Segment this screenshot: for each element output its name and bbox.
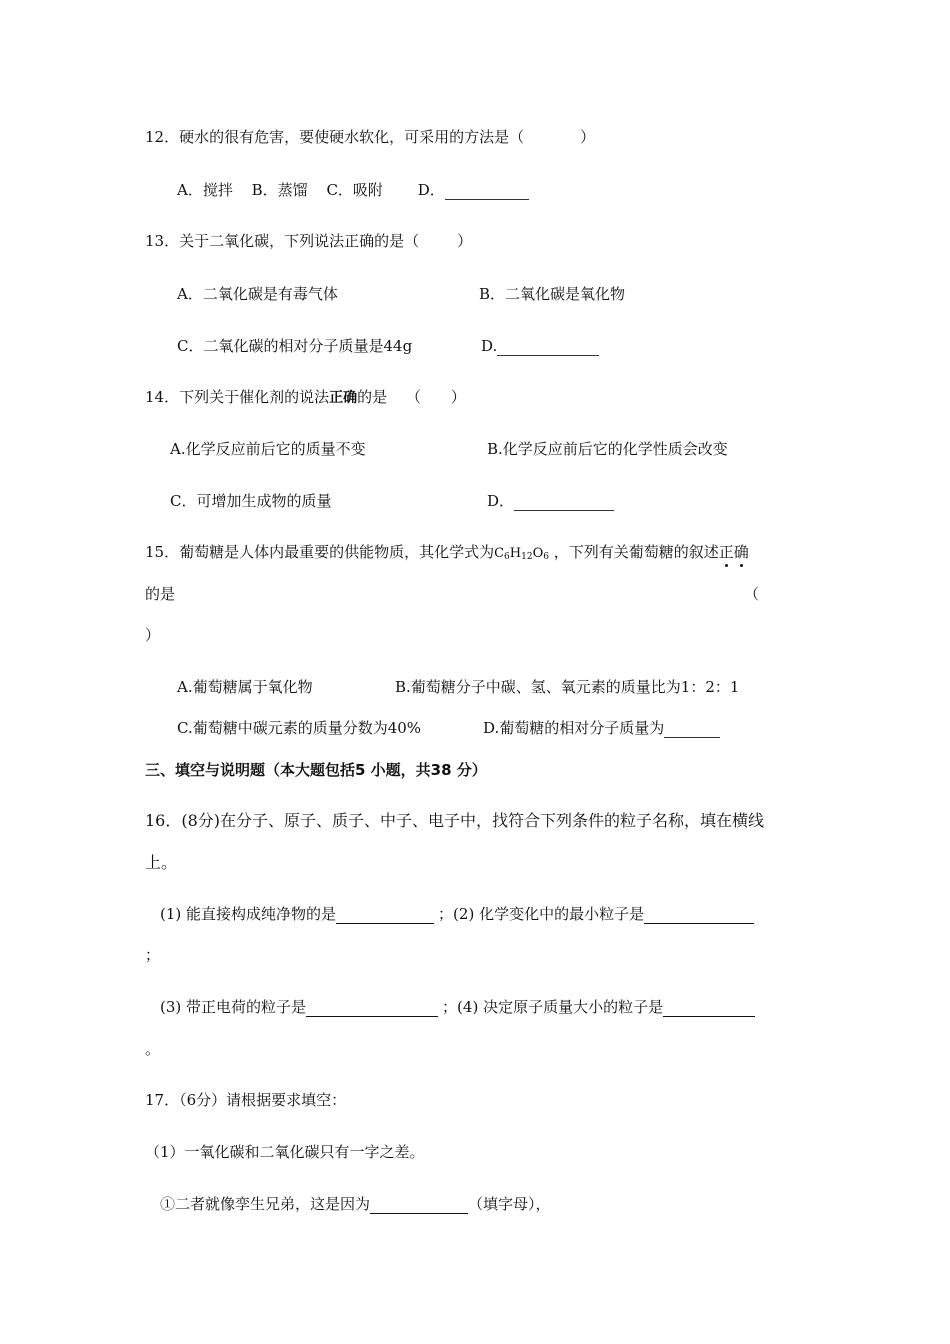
q16-stem-line1: 16．(8分)在分子、原子、质子、中子、电子中，找符合下列条件的粒子名称，填在横线 bbox=[145, 811, 765, 830]
q16-blank-2[interactable] bbox=[644, 907, 754, 924]
formula-o: O bbox=[532, 546, 544, 561]
formula-h: H bbox=[509, 546, 522, 561]
q15-stem bbox=[145, 542, 749, 567]
q14-option-c: C．可增加生成物的质量 bbox=[170, 492, 332, 510]
formula-c: C bbox=[494, 546, 505, 561]
q15-option-c: C.葡萄糖中碳元素的质量分数为40% bbox=[177, 719, 422, 737]
q14-stem-pre: 14．下列关于催化剂的说法 bbox=[145, 388, 330, 406]
q16-item-3: (3) 带正电荷的粒子是 bbox=[160, 998, 307, 1016]
q14-answer-blank[interactable] bbox=[514, 494, 614, 511]
q17-sub-1a-pre: ①二者就像孪生兄弟，这是因为 bbox=[160, 1195, 371, 1213]
q13-answer-blank[interactable] bbox=[497, 339, 599, 356]
q13-option-d: D. bbox=[481, 337, 498, 355]
q17-stem: 17．（6分）请根据要求填空： bbox=[145, 1091, 347, 1109]
q17-sub-1a bbox=[160, 1194, 551, 1214]
q14-option-d-row bbox=[487, 491, 614, 511]
formula-c-sub: 6 bbox=[504, 552, 510, 562]
q16-blank-1[interactable] bbox=[336, 907, 434, 924]
q13-stem bbox=[145, 231, 472, 251]
q15-option-b: B.葡萄糖分子中碳、氢、氧元素的质量比为1：2：1 bbox=[395, 678, 740, 696]
q15-stem-pre: 15．葡萄糖是人体内最重要的供能物质，其化学式为 bbox=[145, 543, 495, 561]
q15-paren-close: ） bbox=[145, 626, 161, 644]
q12-option-d: D． bbox=[417, 181, 445, 199]
q12-option-c: C．吸附 bbox=[326, 181, 383, 199]
q14-option-d: D． bbox=[487, 492, 515, 510]
q17-blank-1[interactable] bbox=[370, 1197, 468, 1214]
q12-stem-text: 12．硬水的很有危害，要使硬水软化，可采用的方法是（ bbox=[145, 128, 525, 146]
q15-emph-char-1 bbox=[719, 543, 734, 561]
emphasis-dot bbox=[725, 564, 728, 567]
q12-option-a: A．搅拌 bbox=[177, 181, 233, 199]
formula-o-sub: 6 bbox=[543, 552, 549, 562]
q16-item-4: (4) 决定原子质量大小的粒子是 bbox=[457, 998, 664, 1016]
q16-blank-4[interactable] bbox=[663, 1000, 755, 1017]
q13-stem-text: 13．关于二氧化碳，下列说法正确的是（ bbox=[145, 232, 420, 250]
q16-row-2 bbox=[160, 997, 755, 1017]
q15-option-d-row bbox=[483, 718, 720, 738]
q13-option-d-row bbox=[481, 336, 599, 356]
q15-formula bbox=[494, 546, 549, 561]
q15-emph-char-2 bbox=[734, 543, 749, 561]
q15-emph-text-2: 确 bbox=[733, 543, 749, 561]
q15-emph-text-1: 正 bbox=[718, 543, 734, 561]
q16-blank-3[interactable] bbox=[306, 1000, 438, 1017]
q14-option-a: A.化学反应前后它的质量不变 bbox=[170, 440, 366, 458]
q16-row-1 bbox=[160, 904, 754, 924]
q15-option-a: A.葡萄糖属于氧化物 bbox=[177, 678, 313, 696]
q13-option-a: A．二氧化碳是有毒气体 bbox=[177, 285, 338, 303]
q12-stem bbox=[145, 127, 595, 147]
q16-end-2: 。 bbox=[145, 1040, 161, 1058]
q15-option-d: D.葡萄糖的相对分子质量为 bbox=[483, 719, 665, 737]
q17-sub-1: （1）一氧化碳和二氧化碳只有一字之差。 bbox=[145, 1143, 425, 1161]
emphasis-dot bbox=[740, 564, 743, 567]
q15-paren-open: （ bbox=[744, 585, 760, 603]
q12-stem-close: ） bbox=[580, 128, 596, 146]
q16-sep-1: ； bbox=[438, 905, 454, 923]
q13-option-c: C．二氧化碳的相对分子质量是44g bbox=[177, 337, 413, 355]
q16-item-1: (1) 能直接构成纯净物的是 bbox=[160, 905, 337, 923]
q16-stem-line2: 上。 bbox=[145, 853, 178, 872]
q14-option-b: B.化学反应前后它的化学性质会改变 bbox=[487, 440, 728, 458]
q12-answer-blank[interactable] bbox=[445, 183, 529, 200]
q14-stem-post: 的是 bbox=[357, 388, 388, 406]
q14-stem-paren: （ ） bbox=[405, 388, 466, 406]
q16-end-1: ； bbox=[145, 946, 161, 964]
q15-answer-blank[interactable] bbox=[664, 721, 720, 738]
q16-item-2: (2) 化学变化中的最小粒子是 bbox=[453, 905, 645, 923]
q12-option-b: B．蒸馏 bbox=[251, 181, 308, 199]
q16-sep-2: ； bbox=[442, 998, 458, 1016]
q13-option-b: B．二氧化碳是氧化物 bbox=[479, 285, 626, 303]
section-3-heading: 三、填空与说明题（本大题包括5 小题，共38 分） bbox=[145, 761, 487, 779]
q15-stem-cont: 的是 bbox=[145, 585, 176, 603]
q13-stem-close: ） bbox=[457, 232, 473, 250]
q14-stem-bold: 正确 bbox=[329, 390, 358, 406]
q15-stem-mid: ，下列有关葡萄糖的叙述 bbox=[553, 543, 719, 561]
formula-h-sub: 12 bbox=[521, 552, 533, 562]
q17-sub-1a-post: （填字母）， bbox=[468, 1195, 551, 1213]
q14-stem bbox=[145, 387, 466, 408]
q12-options bbox=[177, 180, 529, 200]
